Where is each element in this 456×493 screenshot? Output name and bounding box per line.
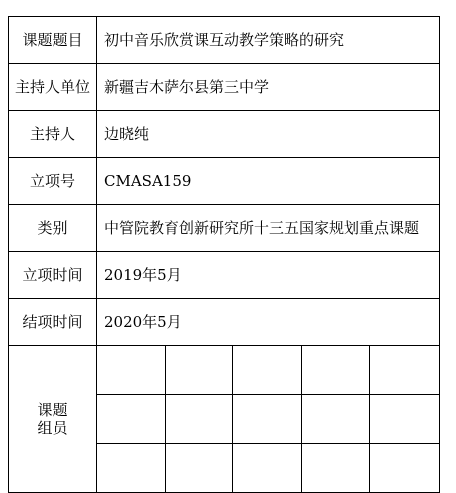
member-cell <box>233 395 302 444</box>
topic-value: 初中音乐欣赏课互动教学策略的研究 <box>97 17 440 64</box>
row-topic <box>9 17 440 64</box>
row-host-unit <box>9 64 440 111</box>
member-cell <box>370 346 440 395</box>
host-value: 边晓纯 <box>97 111 440 158</box>
member-cell <box>166 395 233 444</box>
member-cell <box>370 395 440 444</box>
project-number-label: 立项号 <box>9 158 97 205</box>
host-label: 主持人 <box>9 111 97 158</box>
row-approval-date <box>9 252 440 299</box>
member-cell <box>302 346 370 395</box>
project-info-table <box>8 16 440 493</box>
row-project-number <box>9 158 440 205</box>
approval-date-label: 立项时间 <box>9 252 97 299</box>
members-label <box>9 346 97 493</box>
completion-date-label: 结项时间 <box>9 299 97 346</box>
topic-label: 课题题目 <box>9 17 97 64</box>
row-host <box>9 111 440 158</box>
completion-date-value: 2020年5月 <box>97 299 440 346</box>
member-cell <box>97 395 166 444</box>
member-cell <box>97 346 166 395</box>
member-cell <box>233 346 302 395</box>
member-cell <box>302 395 370 444</box>
host-unit-label: 主持人单位 <box>9 64 97 111</box>
category-value: 中管院教育创新研究所十三五国家规划重点课题 <box>97 205 440 252</box>
member-cell <box>302 444 370 493</box>
members-row-1 <box>9 346 440 395</box>
member-cell <box>370 444 440 493</box>
approval-date-value: 2019年5月 <box>97 252 440 299</box>
row-category <box>9 205 440 252</box>
row-completion-date <box>9 299 440 346</box>
project-number-value: CMASA159 <box>97 158 440 205</box>
member-cell <box>97 444 166 493</box>
category-label: 类别 <box>9 205 97 252</box>
member-cell <box>233 444 302 493</box>
members-label-line2: 组员 <box>37 419 68 437</box>
host-unit-value: 新疆吉木萨尔县第三中学 <box>97 64 440 111</box>
members-label-line1: 课题 <box>37 401 68 419</box>
member-cell <box>166 346 233 395</box>
member-cell <box>166 444 233 493</box>
